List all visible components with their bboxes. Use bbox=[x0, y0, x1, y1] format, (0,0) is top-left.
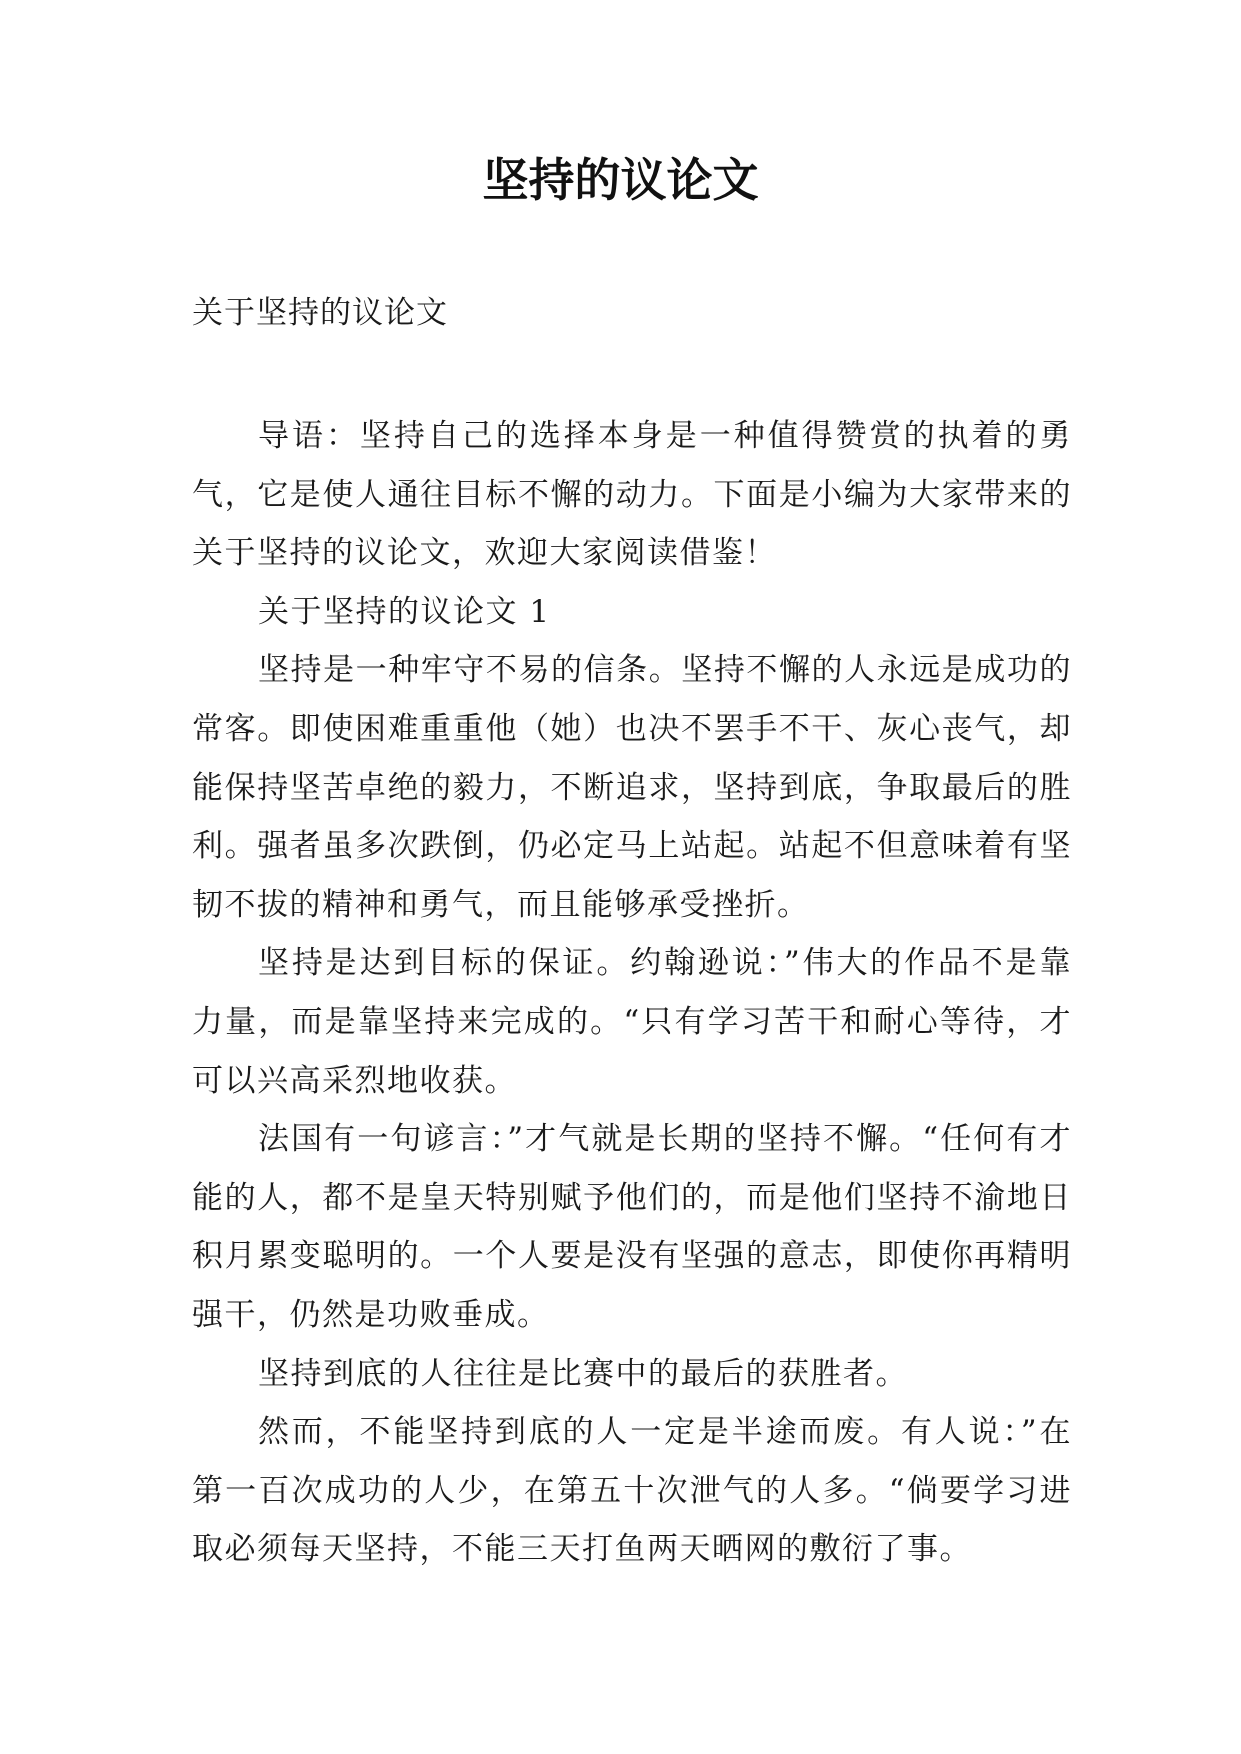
document-title: 坚持的议论文 bbox=[482, 153, 759, 207]
section-heading: 关于坚持的议论文 1 bbox=[258, 593, 551, 630]
paragraph: 坚持到底的人往往是比赛中的最后的获胜者。 bbox=[258, 1355, 908, 1392]
paragraph: 然而，不能坚持到底的人一定是半途而废。有人说：”在第一百次成功的人少，在第五十次泄气的人多。“倘要学习进取必须每天坚持，不能三天打鱼两天晒网的敷衍了事。 bbox=[192, 1414, 1072, 1568]
paragraph: 坚持是达到目标的保证。约翰逊说：”伟大的作品不是靠力量，而是靠坚持来完成的。“只有学习苦干和耐心等待，才可以兴高采烈地收获。 bbox=[192, 945, 1072, 1099]
paragraph: 坚持是一种牢守不易的信条。坚持不懈的人永远是成功的常客。即使困难重重他（她）也决不罢手不干、灰心丧气，却能保持坚苦卓绝的毅力，不断追求，坚持到底，争取最后的胜利。强者虽多次跌倒，仍必定马上站起。站起不但意味着有坚韧不拔的精神和勇气，而且能够承受挫折。 bbox=[192, 652, 1072, 923]
document-body bbox=[192, 407, 1072, 1579]
document-subtitle: 关于坚持的议论文 bbox=[192, 295, 448, 331]
paragraph: 法国有一句谚言：”才气就是长期的坚持不懈。“任何有才能的人，都不是皇天特别赋予他们的，而是他们坚持不渝地日积月累变聪明的。一个人要是没有坚强的意志，即使你再精明强干，仍然是功败垂成。 bbox=[192, 1121, 1072, 1333]
paragraph-intro: 导语：坚持自己的选择本身是一种值得赞赏的执着的勇气，它是使人通往目标不懈的动力。下面是小编为大家带来的关于坚持的议论文，欢迎大家阅读借鉴！ bbox=[192, 418, 1072, 572]
